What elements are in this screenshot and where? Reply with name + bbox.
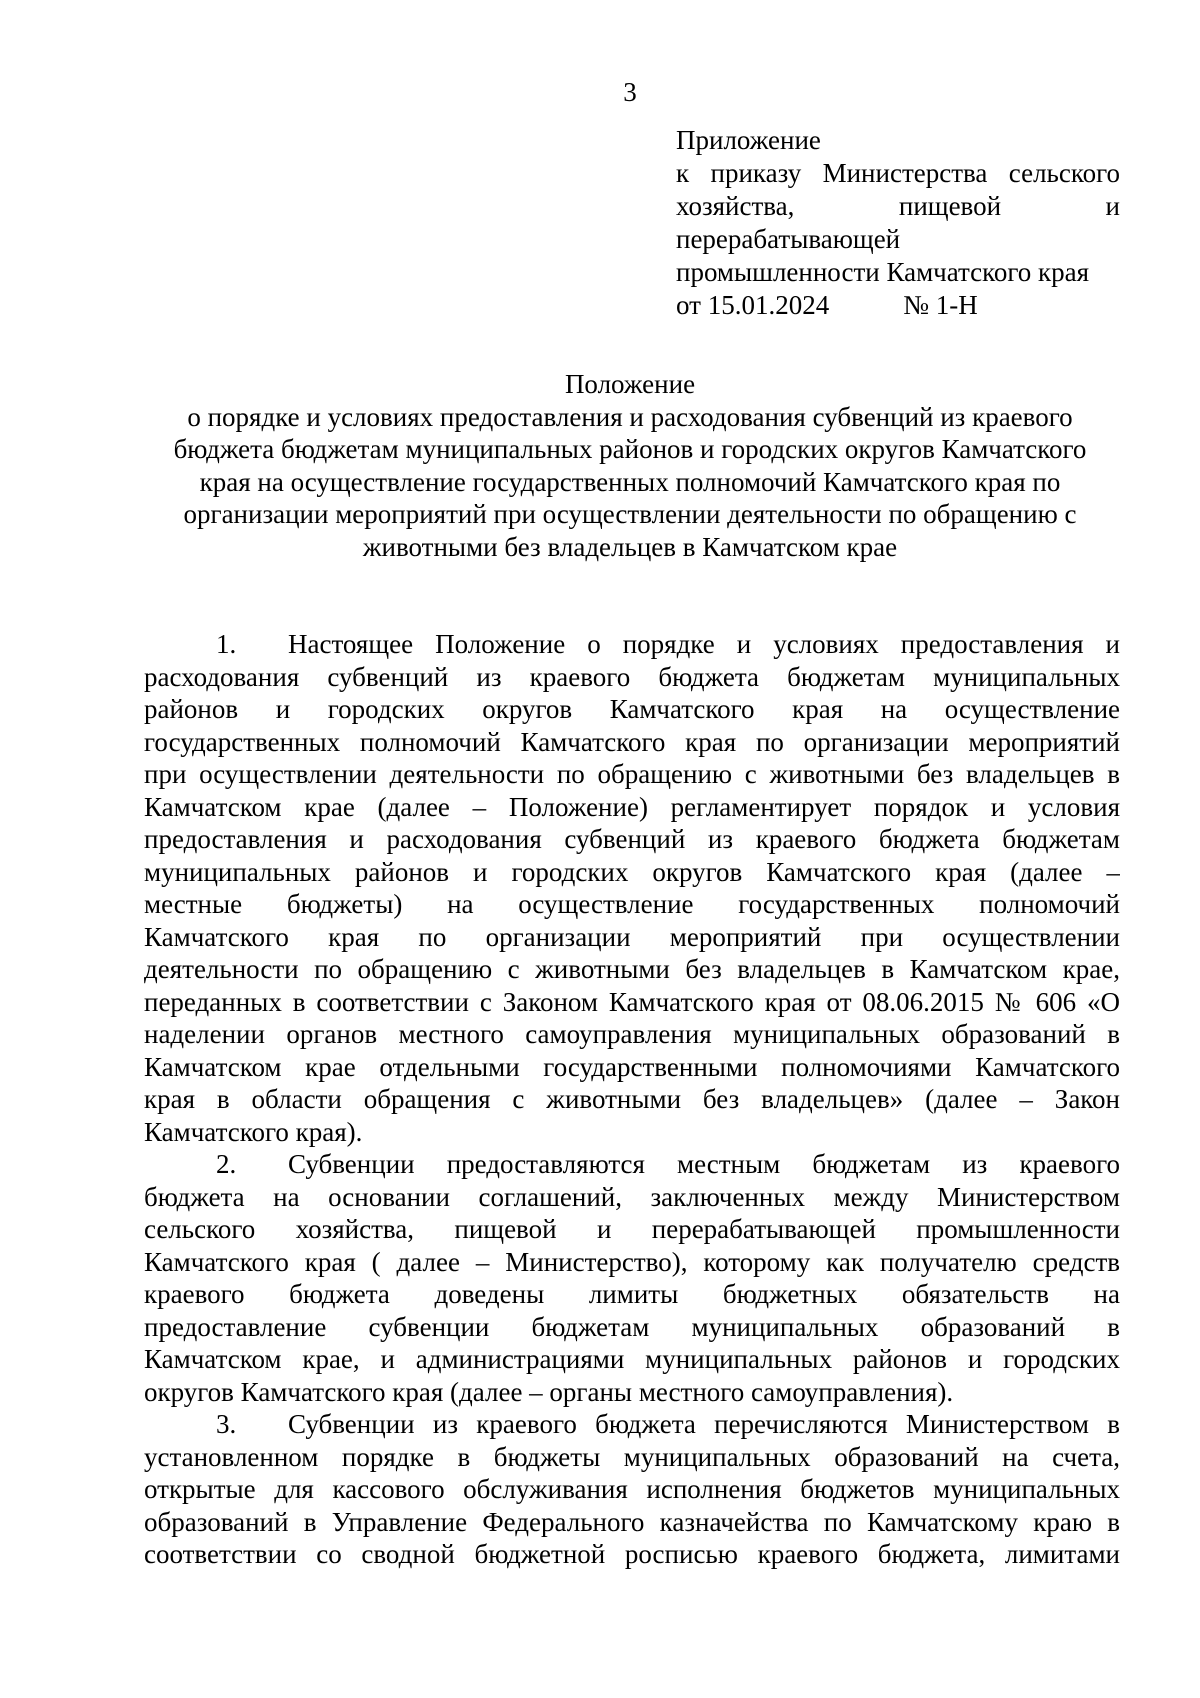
paragraph-line [144,1278,1120,1311]
line-text: Камчатского края по организации мероприятий при осуществлении [144,921,1120,952]
line-text: краевого бюджета доведены лимиты бюджетных обязательств на [144,1279,1120,1309]
paragraph-line [144,1116,1120,1149]
line-text: Камчатском крае, и администрациями муниципальных районов и городских [144,1344,1120,1374]
paragraph-line [144,1018,1120,1051]
paragraph-line [144,758,1120,791]
line-text: наделении органов местного самоуправления муниципальных образований в [144,1019,1120,1049]
line-text: Камчатском крае отдельными государственными полномочиями Камчатского [144,1051,1120,1082]
paragraph-line [144,921,1120,954]
paragraph-line [144,1473,1120,1506]
appendix-line: Приложение [676,125,821,155]
line-text: округов Камчатского края (далее – органы местного самоуправления). [144,1376,954,1407]
line-text: муниципальных районов и городских округов Камчатского края (далее – [144,856,1120,887]
paragraph-line [144,661,1120,694]
paragraph-2 [144,1148,1120,1408]
line-text: Камчатского края ( далее – Министерство), которому как получателю средств [144,1246,1120,1277]
paragraph-line [144,1181,1120,1214]
page-number: 3 [623,77,637,107]
paragraph-line [144,1506,1120,1539]
paragraph-line [144,693,1120,726]
appendix-line: хозяйства, пищевой и [676,191,1120,221]
paragraph-line [144,1538,1120,1571]
paragraph-first-line [144,1148,1120,1181]
paragraph-line [144,1213,1120,1246]
line-text: Настоящее Положение о порядке и условиях предоставления и [288,629,1120,659]
paragraph-line [144,1376,1120,1409]
line-text: деятельности по обращению с животными без владельцев в Камчатском крае, [144,954,1120,984]
line-text: государственных полномочий Камчатского края по организации мероприятий [144,726,1120,757]
paragraph-line [144,1051,1120,1084]
paragraph-line [144,1246,1120,1279]
line-text: Субвенции предоставляются местным бюджетам из краевого [288,1149,1120,1179]
line-text: бюджета на основании соглашений, заключенных между Министерством [144,1181,1120,1212]
line-text: сельского хозяйства, пищевой и перерабатывающей промышленности [144,1214,1120,1244]
paragraph-line [144,1083,1120,1116]
line-text: Камчатском крае (далее – Положение) регламентирует порядок и условия [144,791,1120,822]
line-text: образований в Управление Федерального казначейства по Камчатскому краю в [144,1506,1120,1537]
line-text: установленном порядке в бюджеты муниципальных образований на счета, [144,1441,1120,1472]
appendix-date-line [676,289,1120,322]
title-line: бюджета бюджетам муниципальных районов и городских округов Камчатского [173,434,1087,464]
appendix-order-number: № 1-Н [903,290,978,320]
paragraph-1 [144,628,1120,1148]
title-line: о порядке и условиях предоставления и расходования субвенций из краевого [187,401,1073,432]
line-text: открытые для кассового обслуживания исполнения бюджетов муниципальных [144,1474,1120,1504]
title-line: края на осуществление государственных полномочий Камчатского края по [199,466,1061,497]
appendix-block [676,124,1120,322]
paragraph-line [144,1343,1120,1376]
line-text: переданных в соответствии с Законом Камчатского края от 08.06.2015 № 606 «О [144,986,1120,1017]
paragraph-first-line [144,1408,1120,1441]
title-line: организации мероприятий при осуществлении деятельности по обращению с [183,499,1077,529]
line-text: Камчатского края). [144,1116,363,1147]
appendix-line: промышленности Камчатского края [676,257,1090,287]
document-body [144,628,1120,1571]
paragraph-number: 2. [216,1149,237,1179]
line-text: при осуществлении деятельности по обращению с животными без владельцев в [144,759,1120,789]
line-text: расходования субвенций из краевого бюджета бюджетам муниципальных [144,661,1120,692]
paragraph-line [144,888,1120,921]
line-text: соответствии со сводной бюджетной росписью краевого бюджета, лимитами [144,1539,1120,1569]
paragraph-line [144,823,1120,856]
line-text: края в области обращения с животными без владельцев» (далее – Закон [144,1084,1120,1114]
document-title [140,368,1120,563]
paragraph-line [144,726,1120,759]
title-line: животными без владельцев в Камчатском крае [362,531,898,562]
paragraph-line [144,856,1120,889]
line-text: предоставление субвенции бюджетам муниципальных образований в [144,1311,1120,1342]
paragraph-3 [144,1408,1120,1571]
paragraph-first-line [144,628,1120,661]
paragraph-line [144,791,1120,824]
paragraph-line [144,1441,1120,1474]
paragraph-number: 3. [216,1409,237,1439]
line-text: районов и городских округов Камчатского края на осуществление [144,694,1120,724]
paragraph-line [144,953,1120,986]
line-text: местные бюджеты) на осуществление государственных полномочий [144,889,1120,919]
paragraph-number: 1. [216,629,237,659]
line-text: предоставления и расходования субвенций из краевого бюджета бюджетам [144,824,1120,854]
title-heading: Положение [564,369,696,399]
line-text: Субвенции из краевого бюджета перечисляются Министерством в [288,1409,1120,1439]
appendix-date: от 15.01.2024 [676,290,830,320]
paragraph-line [144,1311,1120,1344]
appendix-line: к приказу Министерства сельского [676,158,1120,188]
appendix-line: перерабатывающей [676,224,901,254]
paragraph-line [144,986,1120,1019]
